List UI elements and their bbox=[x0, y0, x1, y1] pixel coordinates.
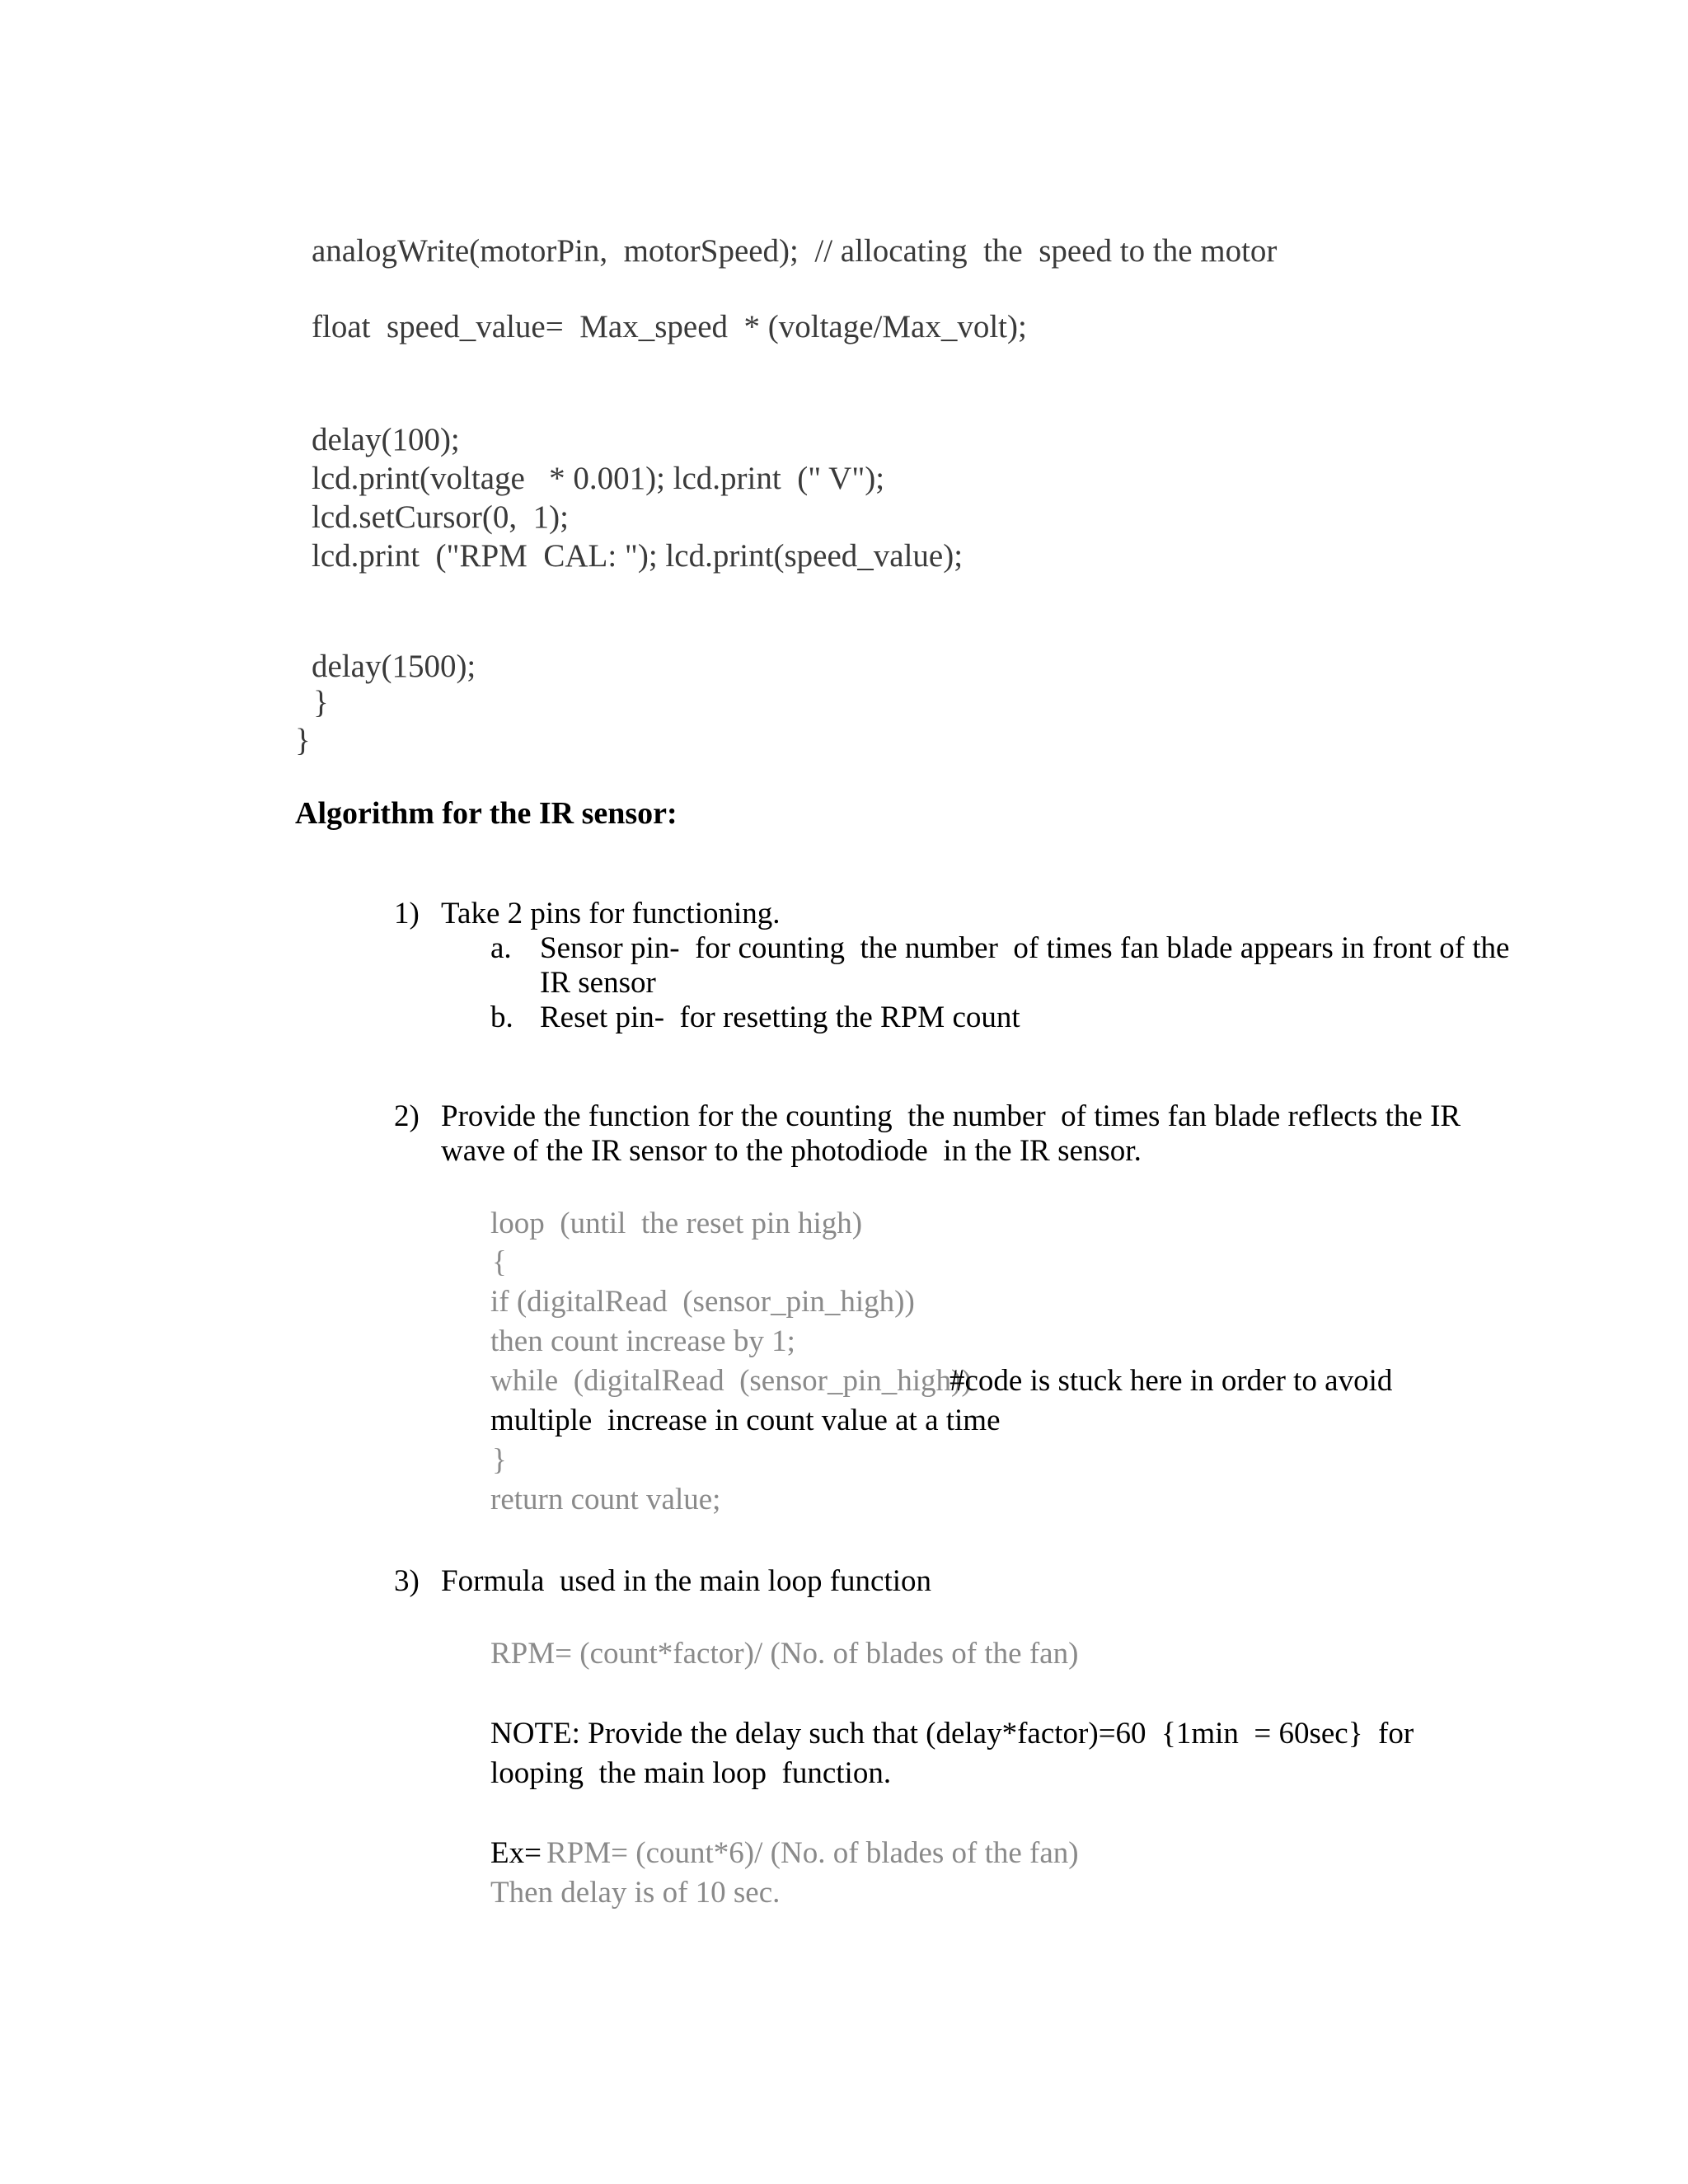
code-analogwrite-line: analogWrite(motorPin, motorSpeed); // allocating the speed to the motor bbox=[312, 233, 1278, 269]
step2-code-return: return count value; bbox=[490, 1483, 721, 1516]
step1-sub-a-line1: Sensor pin- for counting the number of times fan blade appears in front of the bbox=[540, 931, 1510, 965]
step3-example-prefix: Ex= bbox=[490, 1836, 542, 1870]
step3-example-delay: Then delay is of 10 sec. bbox=[490, 1876, 781, 1910]
code-lcd-rpm-line: lcd.print ("RPM CAL: "); lcd.print(speed_value); bbox=[312, 538, 964, 574]
step2-code-while-comment2: multiple increase in count value at a time bbox=[490, 1404, 1001, 1437]
step3-note-line2: looping the main loop function. bbox=[490, 1756, 892, 1790]
step3-formula: RPM= (count*factor)/ (No. of blades of the fan) bbox=[490, 1637, 1079, 1671]
code-delay-1500-line: delay(1500); bbox=[312, 649, 476, 684]
code-speed-value-line: float speed_value= Max_speed * (voltage/Max_volt); bbox=[312, 309, 1027, 344]
step2-line2: wave of the IR sensor to the photodiode in the IR sensor. bbox=[441, 1134, 1142, 1168]
step1-sub-a-marker: a. bbox=[490, 931, 512, 965]
step3-example-formula: RPM= (count*6)/ (No. of blades of the fan) bbox=[546, 1836, 1079, 1870]
code-inner-close-brace: } bbox=[313, 685, 329, 720]
step3-text: Formula used in the main loop function bbox=[441, 1564, 931, 1598]
step2-code-loop: loop (until the reset pin high) bbox=[490, 1207, 863, 1240]
step2-code-open-brace: { bbox=[492, 1245, 507, 1279]
step3-number: 3) bbox=[394, 1564, 420, 1598]
step1-sub-b-text: Reset pin- for resetting the RPM count bbox=[540, 1001, 1020, 1034]
step1-number: 1) bbox=[394, 897, 420, 930]
code-delay-100-line: delay(100); bbox=[312, 422, 460, 457]
step2-line1: Provide the function for the counting the number of times fan blade reflects the IR bbox=[441, 1099, 1461, 1133]
code-outer-close-brace: } bbox=[295, 723, 311, 758]
step1-sub-a-line2: IR sensor bbox=[540, 966, 656, 1000]
step2-number: 2) bbox=[394, 1099, 420, 1133]
step2-code-while-comment: #code is stuck here in order to avoid bbox=[950, 1364, 1393, 1398]
step2-code-while: while (digitalRead (sensor_pin_high)) bbox=[490, 1364, 972, 1398]
step2-code-close-brace: } bbox=[492, 1443, 507, 1477]
step2-code-then: then count increase by 1; bbox=[490, 1324, 795, 1358]
code-lcd-cursor-line: lcd.setCursor(0, 1); bbox=[312, 499, 569, 535]
step2-code-if: if (digitalRead (sensor_pin_high)) bbox=[490, 1285, 915, 1319]
section-heading: Algorithm for the IR sensor: bbox=[295, 796, 678, 831]
step1-sub-b-marker: b. bbox=[490, 1001, 513, 1034]
code-lcd-voltage-line: lcd.print(voltage * 0.001); lcd.print (" V"); bbox=[312, 461, 885, 496]
step3-note-line1: NOTE: Provide the delay such that (delay*factor)=60 {1min = 60sec} for bbox=[490, 1717, 1414, 1750]
step1-text: Take 2 pins for functioning. bbox=[441, 897, 781, 930]
